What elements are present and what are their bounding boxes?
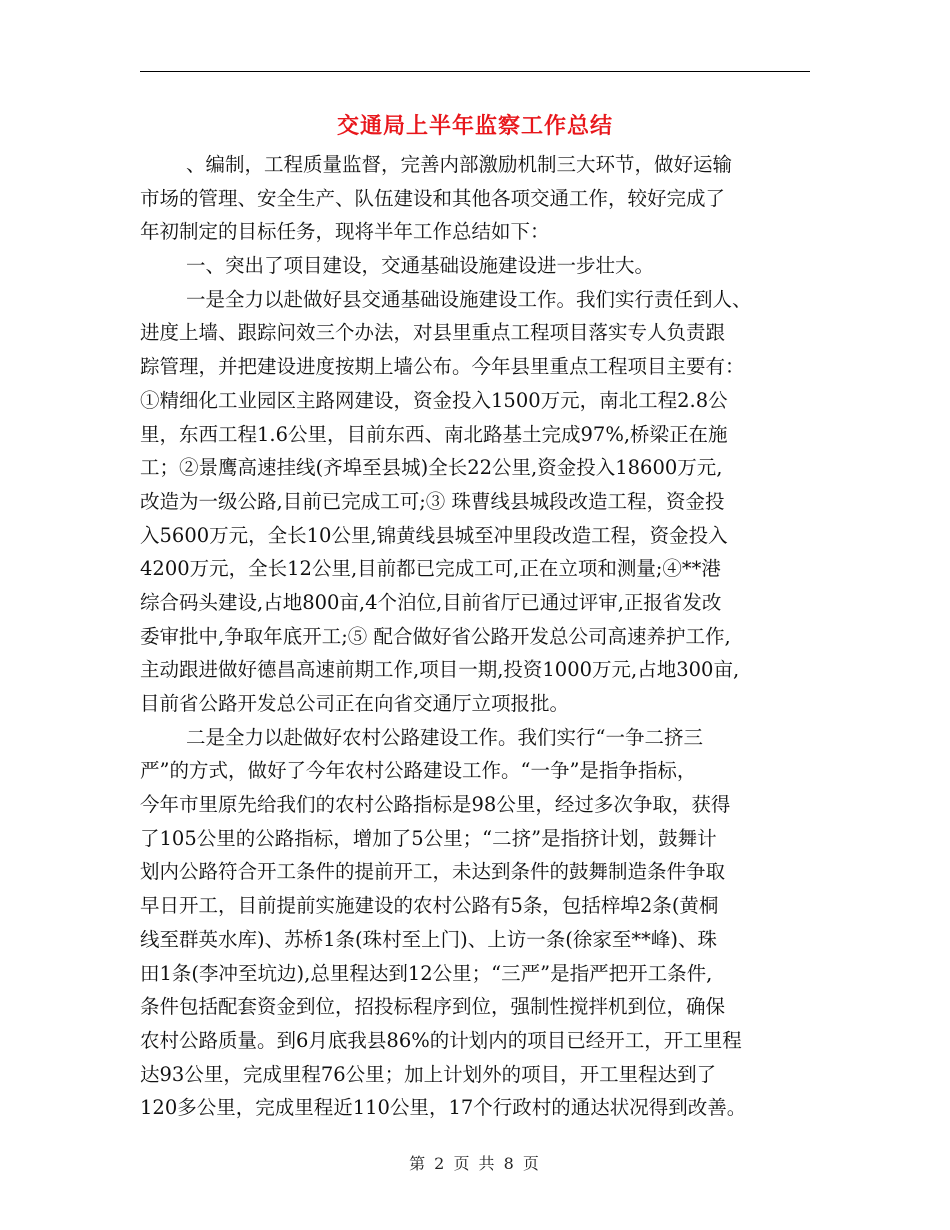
body-text-line: 达93公里，完成里程76公里；加上计划外的项目，开工里程达到了 bbox=[140, 1062, 717, 1086]
body-text-line: 4200万元，全长12公里,目前都已完成工可,正在立项和测量;④**港 bbox=[140, 557, 721, 581]
body-text-line: 早日开工，目前提前实施建设的农村公路有5条，包括梓埠2条(黄桐 bbox=[140, 894, 719, 918]
body-text-line: 委审批中,争取年底开工;⑤ 配合做好省公路开发总公司高速养护工作, bbox=[140, 624, 731, 648]
body-text-line: 综合码头建设,占地800亩,4个泊位,目前省厅已通过评审,正报省发改 bbox=[140, 590, 722, 614]
body-text-line: 主动跟进做好德昌高速前期工作,项目一期,投资1000万元,占地300亩, bbox=[140, 658, 740, 682]
page-number: 第 2 页 共 8 页 bbox=[409, 1154, 541, 1173]
document-body bbox=[140, 148, 812, 1125]
body-text-line: 严”的方式，做好了今年农村公路建设工作。“一争”是指争指标， bbox=[140, 759, 697, 783]
body-text-line: 了105公里的公路指标，增加了5公里；“二挤”是指挤计划，鼓舞计 bbox=[140, 826, 717, 850]
body-text-line: 线至群英水库)、苏桥1条(珠村至上门)、上访一条(徐家至**峰)、珠 bbox=[140, 927, 717, 951]
body-text-line: ①精细化工业园区主路网建设，资金投入1500万元，南北工程2.8公 bbox=[140, 388, 728, 412]
body-text-line: 工；②景鹰高速挂线(齐埠至县城)全长22公里,资金投入18600万元, bbox=[140, 456, 723, 480]
body-text-line: 里，东西工程1.6公里，目前东西、南北路基土完成97%,桥梁正在施 bbox=[140, 422, 728, 446]
body-text-line: 条件包括配套资金到位，招投标程序到位，强制性搅拌机到位，确保 bbox=[140, 995, 726, 1019]
body-text-line: 今年市里原先给我们的农村公路指标是98公里，经过多次争取，获得 bbox=[140, 793, 731, 817]
body-text-line: 年初制定的目标任务，现将半年工作总结如下： bbox=[140, 220, 550, 244]
body-text-line: 农村公路质量。到6月底我县86%的计划内的项目已经开工，开工里程 bbox=[140, 1028, 742, 1052]
body-text-line: 改造为一级公路,目前已完成工可;③ 珠曹线县城段改造工程，资金投 bbox=[140, 489, 725, 513]
body-text-line: 120多公里，完成里程近110公里，17个行政村的通达状况得到改善。 bbox=[140, 1096, 747, 1120]
header-rule bbox=[140, 71, 810, 72]
body-text-line: 入5600万元，全长10公里,锦黄线县城至冲里段改造工程，资金投入 bbox=[140, 523, 728, 547]
body-text-line: 一是全力以赴做好县交通基础设施建设工作。我们实行责任到人、 bbox=[186, 287, 752, 311]
body-text-line: 划内公路符合开工条件的提前开工，未达到条件的鼓舞制造条件争取 bbox=[140, 860, 726, 884]
body-text-line: 田1条(李冲至坑边),总里程达到12公里；“三严”是指严把开工条件, bbox=[140, 961, 713, 985]
body-text-line: 目前省公路开发总公司正在向省交通厅立项报批。 bbox=[140, 692, 570, 715]
body-text-line: 二是全力以赴做好农村公路建设工作。我们实行“一争二挤三 bbox=[186, 725, 703, 749]
body-text-line: 市场的管理、安全生产、队伍建设和其他各项交通工作，较好完成了 bbox=[140, 186, 726, 210]
body-text-line: 踪管理，并把建设进度按期上墙公布。今年县里重点工程项目主要有： bbox=[140, 355, 745, 379]
body-text-line: 、编制，工程质量监督，完善内部激励机制三大环节，做好运输 bbox=[186, 153, 733, 176]
body-text-line: 一、突出了项目建设，交通基础设施建设进一步壮大。 bbox=[186, 254, 655, 278]
body-text-line: 进度上墙、跟踪问效三个办法，对县里重点工程项目落实专人负责跟 bbox=[140, 321, 726, 345]
document-title: 交通局上半年监察工作总结 bbox=[336, 113, 613, 139]
